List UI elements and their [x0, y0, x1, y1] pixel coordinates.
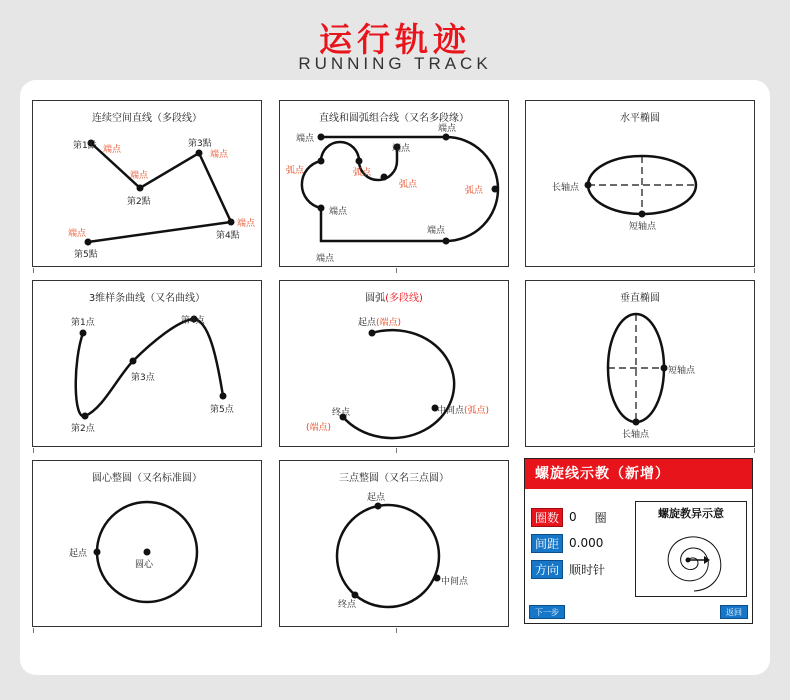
spiral-diagram-title: 螺旋教异示意 [658, 507, 724, 520]
label-end-d: 端点 [329, 207, 348, 217]
panel-spline [32, 280, 262, 447]
label-end-red: (端点) [306, 423, 332, 433]
polyline-diagram [33, 101, 263, 268]
label-point3: 第3点 [131, 373, 155, 383]
label-point2: 第2点 [71, 424, 95, 434]
label-start: 起点(端点) [358, 318, 402, 328]
divider-tick [33, 628, 34, 633]
label-end-f: 端点 [316, 254, 335, 264]
label-end-c: 端点 [392, 144, 411, 154]
label-point1: 第1點 [73, 141, 97, 151]
label-point5: 第5點 [74, 250, 98, 260]
panel-title: 圆心整圆（又名标准圆） [92, 473, 202, 484]
spiral-icon [636, 502, 748, 598]
page-subtitle: RUNNING TRACK [298, 54, 492, 73]
panel-title: 三点整圆（又名三点圆） [339, 473, 449, 484]
spline-diagram [33, 281, 263, 448]
label-end: 终点 [338, 600, 357, 610]
label-start: 起点 [69, 549, 88, 559]
panel-title: 连续空间直线（多段线） [92, 113, 202, 124]
direction-button[interactable]: 方向 [531, 560, 563, 579]
divider-tick [396, 268, 397, 273]
label-end: 终点 [332, 408, 351, 418]
panel-title-red: (多段线) [385, 293, 423, 304]
panel-title: 垂直椭圆 [620, 293, 660, 304]
direction-value: 顺时针 [569, 562, 606, 577]
panel-title: 3维样条曲线（又名曲线） [88, 293, 206, 304]
label-arc4: 弧点 [465, 186, 484, 196]
header [0, 0, 790, 85]
label-end2: 端点 [130, 171, 149, 181]
divider-tick [396, 628, 397, 633]
spiral-teach-panel [524, 458, 753, 624]
label-point3: 第3點 [188, 139, 212, 149]
turns-button[interactable]: 圈数 [531, 508, 563, 527]
vertical-ellipse-diagram [526, 281, 756, 448]
center-circle-diagram [33, 461, 263, 628]
label-short-axis: 短轴点 [668, 366, 696, 376]
spiral-row-turns [531, 507, 607, 527]
panel-horizontal-ellipse [525, 100, 755, 267]
panel-title: 直线和圆弧组合线（又名多段缘） [319, 113, 469, 124]
spiral-title: 螺旋线示教（新增） [525, 459, 752, 489]
label-point4: 第4點 [216, 231, 240, 241]
divider-tick [33, 268, 34, 273]
spiral-row-pitch [531, 533, 603, 553]
label-arc1: 弧点 [286, 166, 305, 176]
label-end-a: 端点 [296, 134, 315, 144]
label-start: 起点 [367, 493, 386, 503]
turns-unit: 圈 [594, 510, 607, 525]
turns-value: 0 [569, 510, 577, 524]
panel-title-main: 圆弧 [365, 293, 386, 304]
next-step-button[interactable]: 下一步 [529, 605, 565, 619]
label-short-axis: 短轴点 [629, 222, 657, 232]
pitch-button[interactable]: 间距 [531, 534, 563, 553]
panel-center-circle [32, 460, 262, 627]
label-end5: 端点 [68, 229, 87, 239]
label-mid: 中间点(弧点) [437, 406, 490, 416]
label-point5: 第5点 [210, 405, 234, 415]
spiral-diagram-box [635, 501, 747, 597]
back-button[interactable]: 返回 [720, 605, 748, 619]
spiral-row-direction [531, 559, 605, 579]
panel-arc [279, 280, 509, 447]
label-arc3: 弧点 [399, 180, 418, 190]
pitch-value: 0.000 [569, 536, 604, 550]
three-point-circle-diagram [280, 461, 510, 628]
divider-tick [754, 268, 755, 273]
panel-polyline [32, 100, 262, 267]
label-center: 圆心 [135, 560, 154, 570]
divider-tick [396, 448, 397, 453]
panel-title: 水平椭圆 [620, 113, 660, 124]
label-point4: 第4点 [181, 316, 205, 326]
panel-line-arc [279, 100, 509, 267]
label-end-b: 端点 [438, 124, 457, 134]
label-long-axis: 长轴点 [622, 430, 650, 440]
page-title: 运行轨迹 [319, 20, 471, 59]
label-arc2: 弧点 [353, 168, 372, 178]
divider-tick [33, 448, 34, 453]
divider-tick [754, 448, 755, 453]
panel-vertical-ellipse [525, 280, 755, 447]
label-end4: 端点 [237, 219, 256, 229]
label-long-axis: 长轴点 [552, 183, 580, 193]
label-end3: 端点 [210, 150, 229, 160]
panel-three-point-circle [279, 460, 509, 627]
label-point2: 第2點 [127, 197, 151, 207]
label-end-e: 端点 [427, 226, 446, 236]
label-mid: 中间点 [441, 577, 469, 587]
label-point1: 第1点 [71, 318, 95, 328]
label-end1: 端点 [103, 145, 122, 155]
